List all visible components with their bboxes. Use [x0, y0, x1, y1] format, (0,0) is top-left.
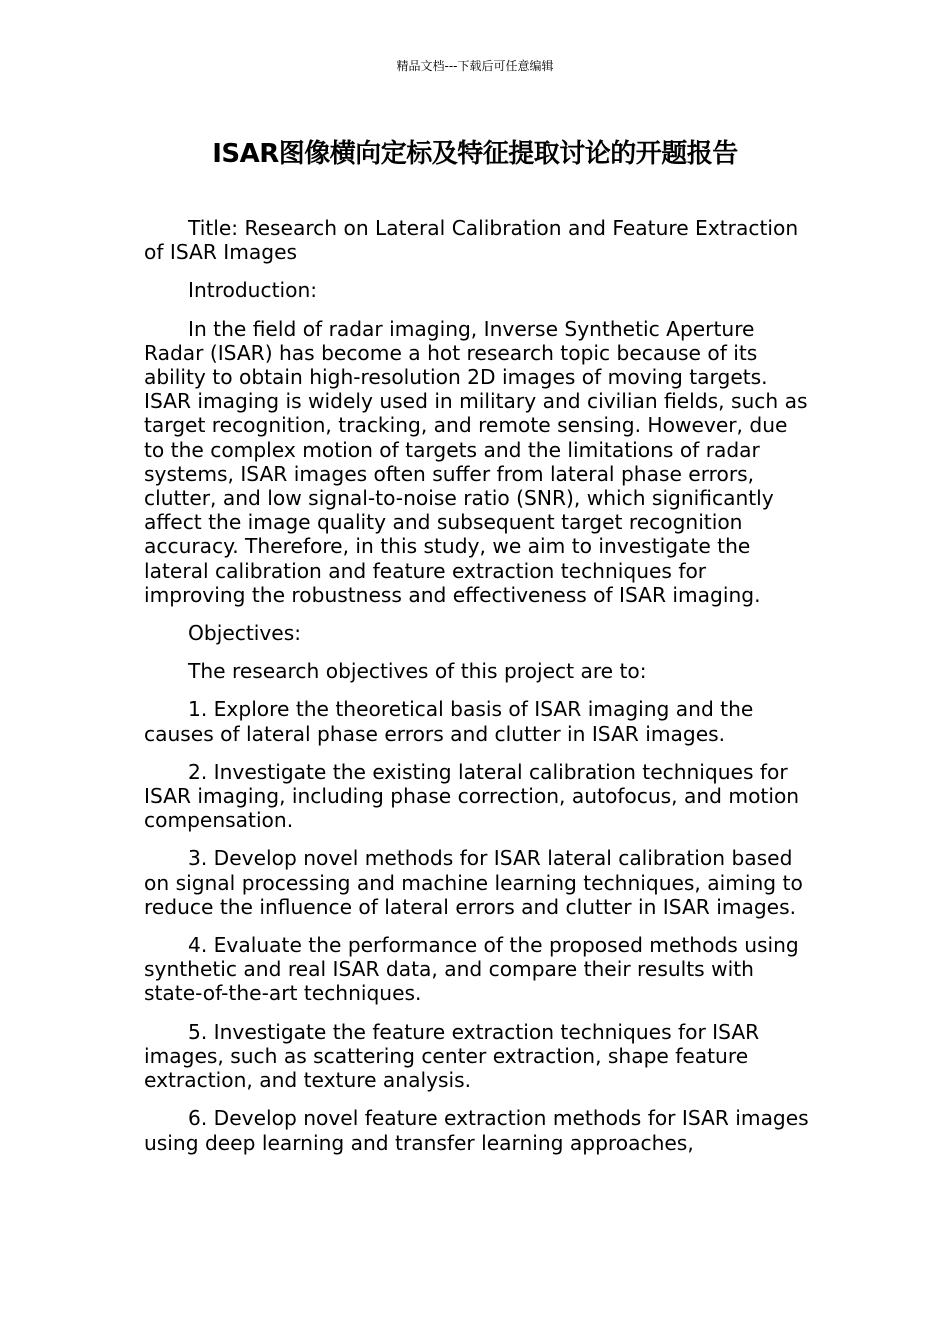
paragraph-objective-5: 5. Investigate the feature extraction techniques for ISAR images, such as scattering center extraction, shape feature extraction, and texture analysis.	[144, 1019, 760, 1093]
paragraph-objective-3: 3. Develop novel methods for ISAR lateral calibration based on signal processing and machine learning techniques, aiming to reduce the influence of lateral errors and clutter in ISAR images.	[144, 846, 803, 919]
paragraph-introduction-text: In the field of radar imaging, Inverse Synthetic Aperture Radar (ISAR) has become a hot research topic because of its ability to obtain high-resolution 2D images of moving targets. ISAR imaging is widely used in military and civilian fields, such as target recognition, tracking, and remote sensing. However, due to the complex motion of targets and the limitations of radar systems, ISAR images often suffer from lateral phase errors, clutter, and low signal-to-noise ratio (SNR), which significantly affect the image quality and subsequent target recognition accuracy. Therefore, in this study, we aim to investigate the lateral calibration and feature extraction techniques for improving the robustness and effectiveness of ISAR imaging.	[144, 316, 808, 607]
paragraph-objective-2: 2. Investigate the existing lateral calibration techniques for ISAR imaging, including phase correction, autofocus, and motion compensation.	[144, 759, 800, 833]
paragraph-objectives-intro: The research objectives of this project are to:	[188, 659, 647, 684]
paragraph-objectives-heading: Objectives:	[188, 621, 302, 646]
paragraph-introduction-heading: Introduction:	[188, 278, 318, 303]
paragraph-title-line: Title: Research on Lateral Calibration and Feature Extraction of ISAR Images	[144, 216, 799, 265]
page-header-note: 精品文档---下载后可任意编辑	[396, 59, 554, 73]
paragraph-objective-6: 6. Develop novel feature extraction methods for ISAR images using deep learning and transfer learning approaches,	[144, 1106, 809, 1155]
paragraph-objective-4: 4. Evaluate the performance of the proposed methods using synthetic and real ISAR data, and compare their results with state-of-the-art techniques.	[144, 933, 799, 1006]
document-title: ISAR图像横向定标及特征提取讨论的开题报告	[212, 139, 738, 169]
document-body	[144, 216, 810, 1169]
paragraph-objective-1: 1. Explore the theoretical basis of ISAR imaging and the causes of lateral phase errors and clutter in ISAR images.	[144, 697, 754, 746]
